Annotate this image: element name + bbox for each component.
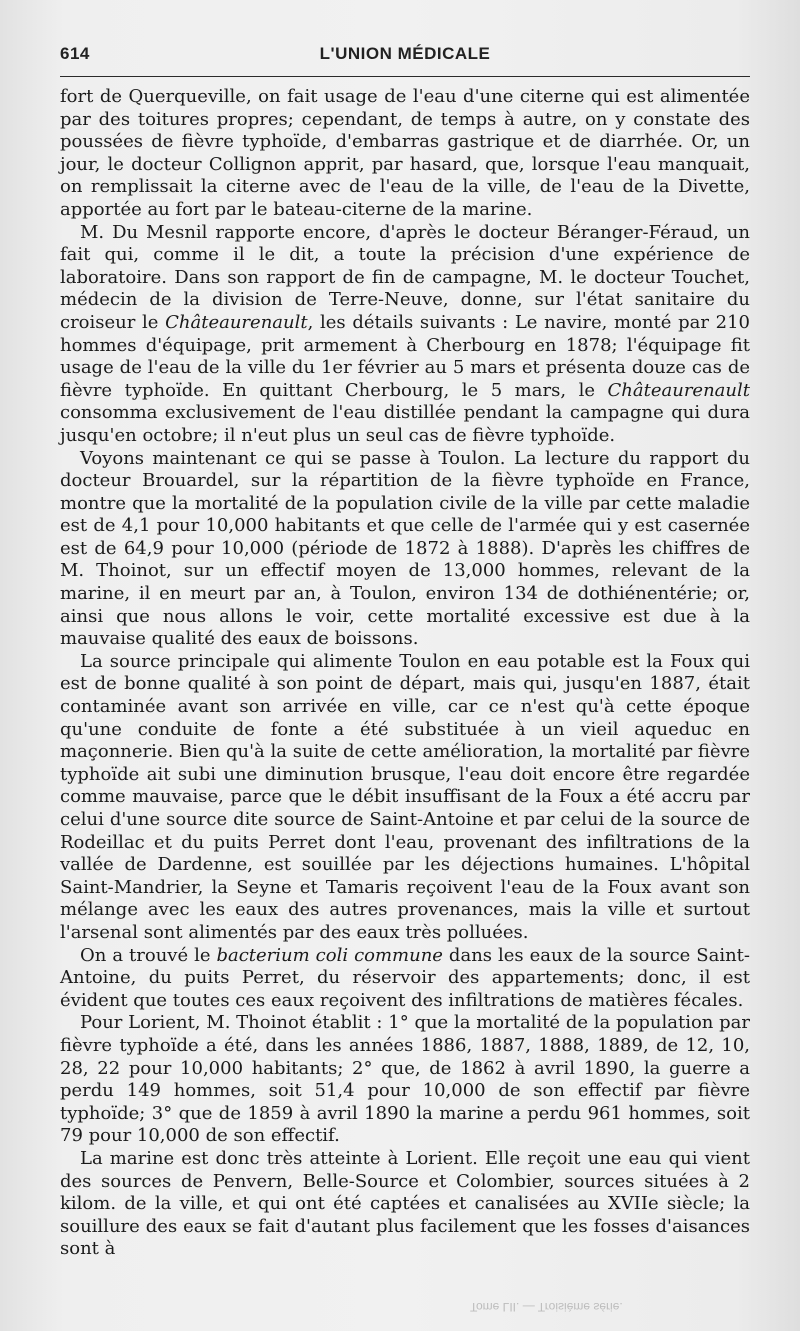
paragraph bbox=[60, 222, 750, 448]
text-run: consomma exclusivement de l'eau distillée pendant la campagne qui dura jusqu'en octobre; il n'eut plus un seul cas de fièvre typhoïde. bbox=[60, 402, 750, 446]
running-header bbox=[60, 44, 750, 66]
paragraph: La source principale qui alimente Toulon en eau potable est la Foux qui est de bonne qualité à son point de départ, mais qui, jusqu'en 1887, était contaminée avant son arrivée en ville, car ce n'est qu'à cette époque qu'une conduite de fonte a été substituée à un vieil aqueduc en maçonnerie. Bien qu'à la suite de cette amélioration, la mortalité par fièvre typhoïde ait subi une diminution brusque, l'eau doit encore être regardée comme mauvaise, parce que le débit insuffisant de la Foux a été accru par celui d'une source dite source de Saint-Antoine et par celui de la source de Rodeillac et du puits Perret dont l'eau, provenant des infiltrations de la vallée de Dardenne, est souillée par les déjections humaines. L'hôpital Saint-Mandrier, la Seyne et Tamaris reçoivent l'eau de la Foux avant son mélange avec les eaux des autres provenances, mais la ville et surtout l'arsenal sont alimentés par des eaux très polluées. bbox=[60, 650, 750, 943]
italic-term: Châteaurenault bbox=[165, 311, 308, 333]
bleed-through-footer: Tome LII. — Troisième série. bbox=[470, 1300, 623, 1314]
paragraph: Pour Lorient, M. Thoinot établit : 1° que la mortalité de la population par fièvre typhoïde a été, dans les années 1886, 1887, 1888, 1889, de 12, 10, 28, 22 pour 10,000 habitants; 2° que, de 1862 à avril 1890, la guerre a perdu 149 hommes, soit 51,4 pour 10,000 de son effectif par fièvre typhoïde; 3° que de 1859 à avril 1890 la marine a perdu 961 hommes, soit 79 pour 10,000 de son effectif. bbox=[60, 1012, 750, 1147]
article-body bbox=[60, 86, 750, 1261]
italic-term: Châteaurenault bbox=[607, 379, 750, 401]
text-run: dans les eaux de la source Saint-Antoine, du puits Perret, du réservoir des appartements; donc, il est évident que toutes ces eaux reçoivent des infiltrations de matières fécales. bbox=[60, 944, 750, 1011]
italic-term: bacterium coli commune bbox=[216, 944, 443, 966]
header-rule bbox=[60, 76, 750, 77]
paragraph bbox=[60, 945, 750, 1013]
paragraph: Voyons maintenant ce qui se passe à Toulon. La lecture du rapport du docteur Brouardel, sur la répartition de la fièvre typhoïde en France, montre que la mortalité de la population civile de la ville par cette maladie est de 4,1 pour 10,000 habitants et que celle de l'armée qui y est casernée est de 64,9 pour 10,000 (période de 1872 à 1888). D'après les chiffres de M. Thoinot, sur un effectif moyen de 13,000 hommes, relevant de la marine, il en meurt par an, à Toulon, environ 134 de dothiénentérie; or, ainsi que nous allons le voir, cette mortalité excessive est due à la mauvaise qualité des eaux de boissons. bbox=[60, 447, 750, 650]
text-run: , les détails suivants : Le navire, monté par 210 hommes d'équipage, prit armement à Cherbourg en 1878; l'équipage fit usage de l'eau de la ville du 1er février au 5 mars et présenta douze cas de fièvre typhoïde. En quittant Cherbourg, le 5 mars, le bbox=[60, 311, 750, 401]
text-run: On a trouvé le bbox=[80, 944, 217, 966]
page-number: 614 bbox=[60, 44, 90, 63]
paragraph: La marine est donc très atteinte à Lorient. Elle reçoit une eau qui vient des sources de Penvern, Belle-Source et Colombier, sources situées à 2 kilom. de la ville, et qui ont été captées et canalisées au XVIIe siècle; la souillure des eaux se fait d'autant plus facilement que les fosses d'aisances sont à bbox=[60, 1147, 750, 1260]
paragraph: fort de Querqueville, on fait usage de l'eau d'une citerne qui est alimentée par des toitures propres; cependant, de temps à autre, on y constate des poussées de fièvre typhoïde, d'embarras gastrique et de diarrhée. Or, un jour, le docteur Collignon apprit, par hasard, que, lorsque l'eau manquait, on remplissait la citerne avec de l'eau de la ville, de l'eau de la Divette, apportée au fort par le bateau-citerne de la marine. bbox=[60, 86, 750, 220]
journal-title: L'UNION MÉDICALE bbox=[319, 44, 491, 63]
text-run: M. Du Mesnil rapporte encore, d'après le docteur Béranger-Féraud, un fait qui, comme il le dit, a toute la précision d'une expérience de laboratoire. Dans son rapport de fin de campagne, M. le docteur Touchet, médecin de la division de Terre-Neuve, donne, sur l'état sanitaire du croiseur le bbox=[60, 221, 750, 333]
